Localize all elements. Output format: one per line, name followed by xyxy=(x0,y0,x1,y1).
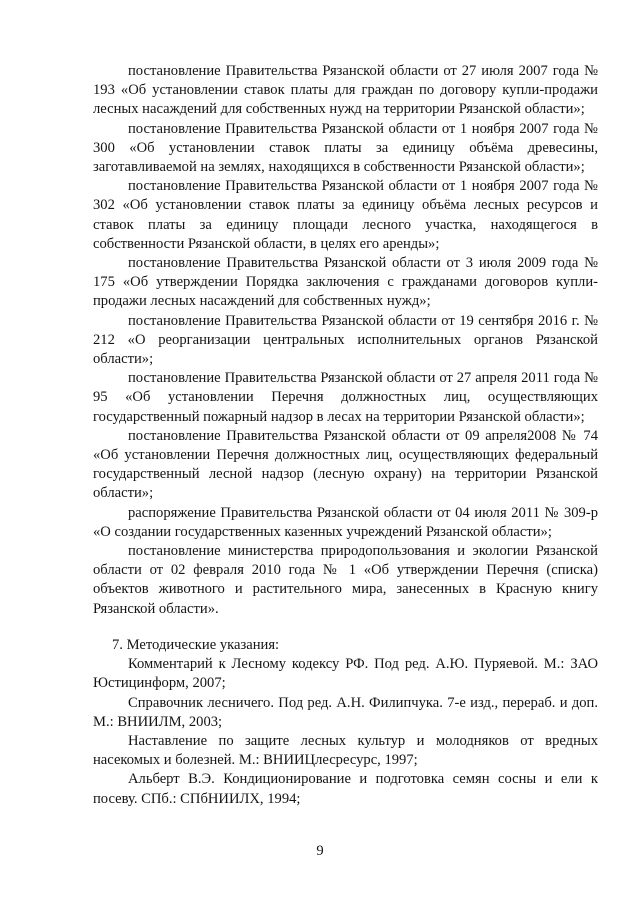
legal-act-item: постановление Правительства Рязанской области от 1 ноября 2007 года № 300 «Об установлении ставок платы за единицу объёма древесины, заготавливаемой на землях, находящихся в собственности Рязанской области»; xyxy=(93,120,598,176)
legal-act-item: распоряжение Правительства Рязанской области от 04 июля 2011 № 309-р «О создании государственных казенных учреждений Рязанской области»; xyxy=(93,504,598,540)
document-body xyxy=(93,62,598,809)
legal-act-item: постановление министерства природопользования и экологии Рязанской области от 02 февраля 2010 года № 1 «Об утверждении Перечня (списка) объектов животного и растительного мира, занесенных в Красную книгу Рязанской области». xyxy=(93,543,598,617)
legal-act-item: постановление Правительства Рязанской области от 1 ноября 2007 года № 302 «Об установлении ставок платы за единицу объёма лесных ресурсов и ставок платы за единицу площади лесного участка, находящегося в собственности Рязанской области, в целях его аренды»; xyxy=(93,178,598,252)
legal-act-item: постановление Правительства Рязанской области от 27 июля 2007 года № 193 «Об установлении ставок платы для граждан по договору купли-продажи лесных насаждений для собственных нужд на территории Рязанской области»; xyxy=(93,63,598,118)
legal-act-item: постановление Правительства Рязанской области от 19 сентября 2016 г. № 212 «О реорганизации центральных исполнительных органов Рязанской области»; xyxy=(93,312,598,368)
reference-item: Комментарий к Лесному кодексу РФ. Под ред. А.Ю. Пуряевой. М.: ЗАО Юстицинформ, 2007; xyxy=(93,656,598,692)
reference-item: Справочник лесничего. Под ред. А.Н. Филипчука. 7-е изд., перераб. и доп. М.: ВНИИЛМ, 2003; xyxy=(93,694,598,730)
reference-item: Альберт В.Э. Кондиционирование и подготовка семян сосны и ели к посеву. СПб.: СПбНИИЛХ, 1994; xyxy=(93,771,598,807)
page-number: 9 xyxy=(316,843,324,859)
legal-act-item: постановление Правительства Рязанской области от 3 июля 2009 года № 175 «Об утверждении Порядка заключения с гражданами договоров купли-продажи лесных насаждений для собственных нужд»; xyxy=(93,255,598,310)
legal-act-item: постановление Правительства Рязанской области от 09 апреля2008 № 74 «Об установлении Перечня должностных лиц, осуществляющих федеральный государственный лесной надзор (лесную охрану) на территории Рязанской области»; xyxy=(93,427,598,502)
reference-item: Наставление по защите лесных культур и молодняков от вредных насекомых и болезней. М.: ВНИИЦлесресурс, 1997; xyxy=(93,732,598,769)
legal-act-item: постановление Правительства Рязанской области от 27 апреля 2011 года № 95 «Об установлении Перечня должностных лиц, осуществляющих государственный пожарный надзор в лесах на территории Рязанской области»; xyxy=(93,370,598,425)
section-heading: 7. Методические указания: xyxy=(112,636,280,653)
